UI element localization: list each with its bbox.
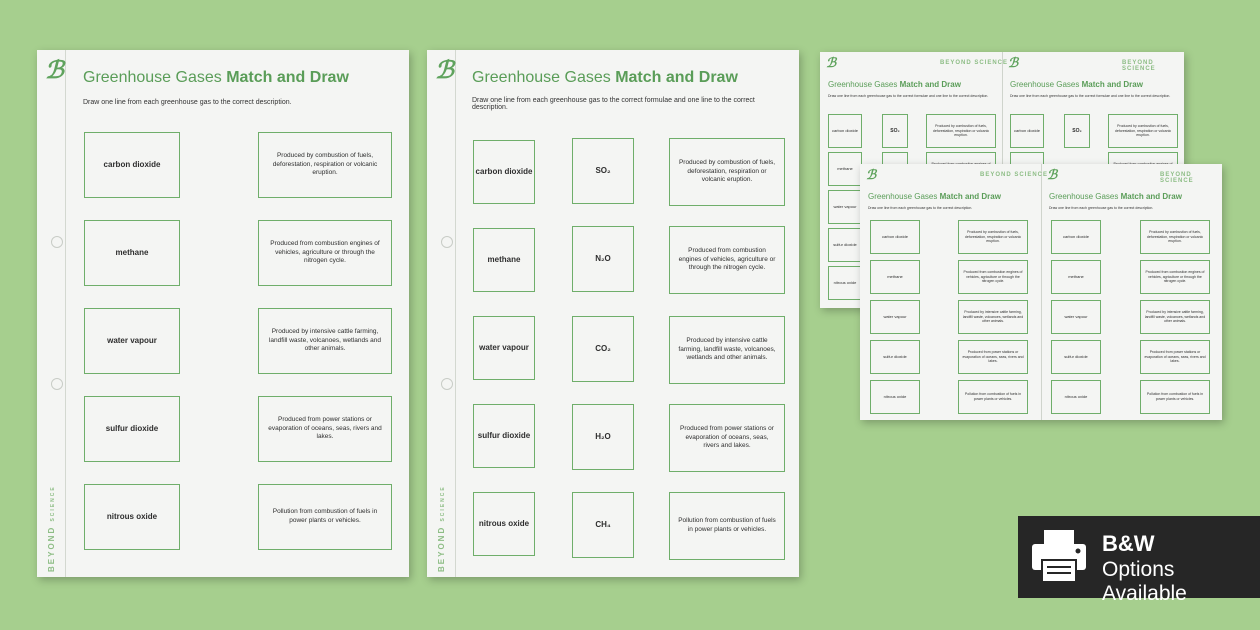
formula-box: H₂O xyxy=(572,404,634,470)
brand-vertical: BEYOND SCIENCE xyxy=(437,485,446,572)
gas-box: water vapour xyxy=(870,300,920,334)
gas-box: water vapour xyxy=(1051,300,1101,334)
binder-hole xyxy=(51,378,63,390)
description-box: Pollution from combustion of fuels in power plants or vehicles. xyxy=(1140,380,1210,414)
description-box: Produced by intensive cattle farming, landfill waste, volcanoes, wetlands and other animals. xyxy=(958,300,1028,334)
gas-box: nitrous oxide xyxy=(828,266,862,300)
description-box: Produced by combustion of fuels, deforestation, respiration or volcanic eruption. xyxy=(669,138,785,206)
description-box: Produced from combustion engines of vehicles, agriculture or through the nitrogen cycle. xyxy=(669,226,785,294)
beyond-logo-icon: ℬ xyxy=(45,57,64,84)
mini-title: Greenhouse Gases Match and Draw xyxy=(1049,192,1182,201)
brand-small: BEYOND SCIENCE xyxy=(1122,60,1156,72)
beyond-logo-icon: ℬ xyxy=(866,167,877,182)
description-box: Produced from combustion engines of vehicles, agriculture or through the nitrogen cycle. xyxy=(1140,260,1210,294)
description-box: Pollution from combustion of fuels in power plants or vehicles. xyxy=(958,380,1028,414)
worksheet-formulae xyxy=(427,50,799,577)
description-box: Pollution from combustion of fuels in power plants or vehicles. xyxy=(258,484,392,550)
mini-title: Greenhouse Gases Match and Draw xyxy=(868,192,1001,201)
description-box: Pollution from combustion of fuels in power plants or vehicles. xyxy=(669,492,785,560)
gas-box: carbon dioxide xyxy=(870,220,920,254)
binder-hole xyxy=(441,236,453,248)
worksheet-title: Greenhouse Gases Match and Draw xyxy=(472,69,738,86)
gas-box: sulfur dioxide xyxy=(84,396,180,462)
badge-subtitle: Options Available xyxy=(1102,558,1187,605)
brand-small: BEYOND SCIENCE xyxy=(940,60,1009,66)
description-box: Produced by combustion of fuels, deforestation, respiration or volcanic eruption. xyxy=(258,132,392,198)
mini-worksheet-description xyxy=(860,164,1222,420)
gas-box: methane xyxy=(828,152,862,186)
description-box: Produced from power stations or evaporation of oceans, seas, rivers and lakes. xyxy=(258,396,392,462)
mini-instructions: Draw one line from each greenhouse gas to the correct formulae and one line to the correct description. xyxy=(1010,94,1171,98)
binder-hole xyxy=(441,378,453,390)
gas-box: carbon dioxide xyxy=(84,132,180,198)
description-box: Produced by combustion of fuels, deforestation, respiration or volcanic eruption. xyxy=(958,220,1028,254)
mini-title: Greenhouse Gases Match and Draw xyxy=(828,80,961,89)
beyond-logo-icon: ℬ xyxy=(826,55,837,70)
gas-box: carbon dioxide xyxy=(1051,220,1101,254)
gas-box: sulfur dioxide xyxy=(473,404,535,468)
gas-box: methane xyxy=(473,228,535,292)
gas-box: sulfur dioxide xyxy=(1051,340,1101,374)
worksheet-instructions: Draw one line from each greenhouse gas to the correct description. xyxy=(83,99,292,106)
bw-options-badge xyxy=(1018,516,1260,605)
description-box: Produced from combustion engines of vehicles, agriculture or through the nitrogen cycle. xyxy=(258,220,392,286)
description-box: Produced by combustion of fuels, deforestation, respiration or volcanic eruption. xyxy=(1108,114,1178,148)
formula-box: SO₂ xyxy=(1064,114,1090,148)
brand-vertical: BEYOND SCIENCE xyxy=(47,485,56,572)
binder-hole xyxy=(51,236,63,248)
printer-icon xyxy=(1028,526,1090,586)
gas-box: nitrous oxide xyxy=(1051,380,1101,414)
mini-instructions: Draw one line from each greenhouse gas to the correct description. xyxy=(868,206,973,210)
description-box: Produced by intensive cattle farming, landfill waste, volcanoes, wetlands and other animals. xyxy=(258,308,392,374)
brand-small: BEYOND SCIENCE xyxy=(1160,172,1194,184)
gas-box: water vapour xyxy=(473,316,535,380)
description-box: Produced from power stations or evaporation of oceans, seas, rivers and lakes. xyxy=(1140,340,1210,374)
formula-box: SO₂ xyxy=(572,138,634,204)
beyond-logo-icon: ℬ xyxy=(1047,167,1058,182)
brand-small: BEYOND SCIENCE xyxy=(980,172,1049,178)
badge-title: B&W xyxy=(1102,531,1155,556)
description-box: Produced by combustion of fuels, deforestation, respiration or volcanic eruption. xyxy=(926,114,996,148)
gas-box: nitrous oxide xyxy=(84,484,180,550)
mini-instructions: Draw one line from each greenhouse gas to the correct description. xyxy=(1049,206,1154,210)
gas-box: methane xyxy=(870,260,920,294)
formula-box: N₂O xyxy=(572,226,634,292)
description-box: Produced from combustion engines of vehicles, agriculture or through the nitrogen cycle. xyxy=(958,260,1028,294)
gas-box: nitrous oxide xyxy=(473,492,535,556)
gas-box: nitrous oxide xyxy=(870,380,920,414)
description-box: Produced by combustion of fuels, deforestation, respiration or volcanic eruption. xyxy=(1140,220,1210,254)
worksheet-instructions: Draw one line from each greenhouse gas to the correct formulae and one line to the correct description. xyxy=(472,97,755,111)
gas-box: methane xyxy=(1051,260,1101,294)
gas-box: carbon dioxide xyxy=(828,114,862,148)
worksheet-title: Greenhouse Gases Match and Draw xyxy=(83,69,349,86)
formula-box: CO₂ xyxy=(572,316,634,382)
formula-box: SO₂ xyxy=(882,114,908,148)
description-box: Produced from power stations or evaporation of oceans, seas, rivers and lakes. xyxy=(958,340,1028,374)
mini-title: Greenhouse Gases Match and Draw xyxy=(1010,80,1143,89)
gas-box: water vapour xyxy=(828,190,862,224)
gas-box: carbon dioxide xyxy=(1010,114,1044,148)
gas-box: carbon dioxide xyxy=(473,140,535,204)
gas-box: sulfur dioxide xyxy=(828,228,862,262)
gas-box: water vapour xyxy=(84,308,180,374)
formula-box: CH₄ xyxy=(572,492,634,558)
beyond-logo-icon: ℬ xyxy=(435,57,454,84)
gas-box: methane xyxy=(84,220,180,286)
description-box: Produced by intensive cattle farming, landfill waste, volcanoes, wetlands and other animals. xyxy=(669,316,785,384)
description-box: Produced by intensive cattle farming, landfill waste, volcanoes, wetlands and other animals. xyxy=(1140,300,1210,334)
gas-box: sulfur dioxide xyxy=(870,340,920,374)
beyond-logo-icon: ℬ xyxy=(1008,55,1019,70)
worksheet-description-only xyxy=(37,50,409,577)
mini-instructions: Draw one line from each greenhouse gas to the correct formulae and one line to the correct description. xyxy=(828,94,989,98)
description-box: Produced from power stations or evaporation of oceans, seas, rivers and lakes. xyxy=(669,404,785,472)
